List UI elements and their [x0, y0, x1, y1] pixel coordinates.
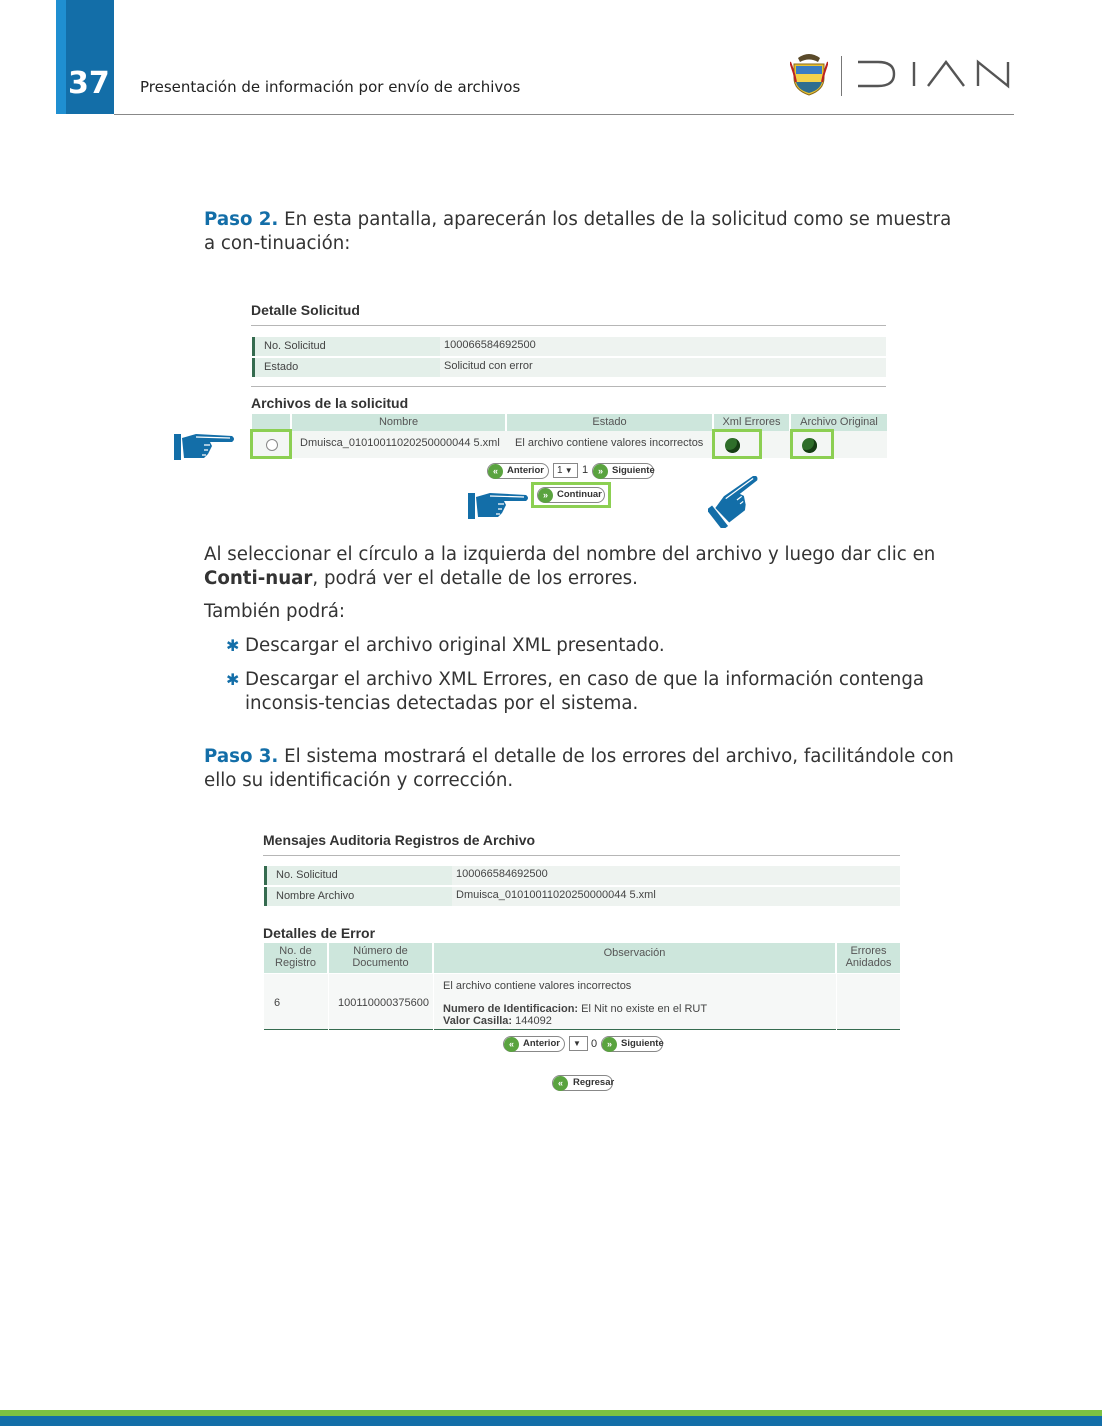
highlight-archivo-original — [790, 429, 834, 459]
page-number-accent — [56, 0, 66, 114]
back-arrow-icon: « — [504, 1037, 519, 1052]
col-archivo-original-header: Archivo Original — [791, 414, 887, 431]
paso2-label: Paso 2. — [204, 209, 279, 230]
field-label: Nombre Archivo — [264, 887, 452, 906]
anterior-button[interactable] — [503, 1036, 565, 1052]
explanation-post: , podrá ver el detalle de los errores. — [312, 568, 638, 589]
continuar-button[interactable] — [537, 487, 605, 503]
header-title: Presentación de información por envío de archivos — [140, 78, 521, 96]
screen1-divider — [251, 325, 886, 326]
page-select[interactable]: 1 ▼ — [553, 463, 578, 478]
highlight-radio — [250, 429, 292, 459]
registro-value: 6 — [274, 997, 281, 1009]
footer-blue-band — [0, 1416, 1102, 1426]
screen1-field-solicitud — [252, 337, 886, 356]
field-value: Solicitud con error — [444, 360, 533, 372]
current-page: 1 — [582, 464, 589, 476]
list-item-text: Descargar el archivo XML Errores, en caso de que la información contenga inconsis-tencias detectadas por el sistema. — [245, 669, 925, 714]
anterior-button[interactable] — [487, 463, 549, 479]
asterisk-bullet-icon: ✱ — [226, 670, 240, 689]
row-bottom-border — [264, 1029, 900, 1030]
continuar-label: Continuar — [557, 489, 602, 500]
pointing-hand-icon — [708, 476, 764, 528]
details-title: Detalles de Error — [263, 925, 376, 941]
obs-value-2: El Nit no existe en el RUT — [578, 1003, 708, 1015]
obs-line-2 — [443, 1003, 707, 1015]
anterior-label: Anterior — [523, 1038, 560, 1049]
field-label: No. Solicitud — [252, 337, 440, 356]
obs-line-3 — [443, 1015, 552, 1027]
highlight-xml-errores — [712, 429, 762, 459]
col-estado-header: Estado — [507, 414, 712, 431]
back-arrow-icon: « — [553, 1076, 568, 1091]
field-label: No. Solicitud — [264, 866, 452, 885]
list-item — [226, 668, 960, 716]
obs-label-2: Numero de Identificacion: — [443, 1003, 579, 1015]
paso2-paragraph — [204, 208, 960, 256]
pointing-hand-icon — [174, 430, 236, 462]
obs-value-3: 144092 — [512, 1015, 552, 1027]
dian-logo — [856, 52, 1016, 96]
back-arrow-icon: « — [488, 464, 503, 479]
continuar-explanation — [204, 543, 960, 591]
paso2-text: En esta pantalla, aparecerán los detalles de la solicitud como se muestra a con-tinuación: — [204, 209, 952, 254]
screen1-field-estado — [252, 358, 886, 377]
regresar-button[interactable] — [552, 1075, 613, 1091]
page-number: 37 — [68, 66, 110, 101]
logo-separator — [841, 56, 842, 96]
field-value: 100066584692500 — [444, 339, 536, 351]
screen2-field-nombre-archivo — [264, 887, 900, 906]
forward-arrow-icon: » — [602, 1037, 617, 1052]
obs-label-3: Valor Casilla: — [443, 1015, 513, 1027]
files-title: Archivos de la solicitud — [251, 395, 409, 411]
page-number-block — [56, 0, 114, 114]
list-item — [226, 634, 960, 658]
col-separator — [328, 974, 329, 1030]
paso3-paragraph — [204, 745, 960, 793]
current-page: 0 — [591, 1038, 598, 1050]
file-status: El archivo contiene valores incorrectos — [515, 437, 704, 449]
documento-value: 100110000375600 — [338, 997, 429, 1009]
siguiente-button[interactable] — [592, 463, 654, 479]
coat-of-arms-icon — [790, 52, 828, 96]
screen1-divider-2 — [251, 386, 886, 387]
col-xml-errores-header: Xml Errores — [714, 414, 789, 431]
tambien-text: También podrá: — [204, 601, 346, 622]
field-label: Estado — [252, 358, 440, 377]
col-errores-anidados-header: Errores Anidados — [837, 943, 900, 973]
field-value: 100066584692500 — [456, 868, 548, 880]
col-separator — [836, 974, 837, 1030]
siguiente-button[interactable] — [601, 1036, 663, 1052]
paso3-label: Paso 3. — [204, 746, 279, 767]
forward-arrow-icon: » — [538, 488, 553, 503]
screen2-field-solicitud — [264, 866, 900, 885]
siguiente-label: Siguiente — [621, 1038, 664, 1049]
col-nombre-header: Nombre — [292, 414, 505, 431]
screen2-title: Mensajes Auditoria Registros de Archivo — [263, 832, 536, 848]
col-registro-header: No. de Registro — [264, 943, 327, 973]
col-observacion-header: Observación — [434, 943, 835, 973]
file-name: Dmuisca_01010011020250000044 5.xml — [300, 437, 500, 449]
explanation-pre: Al seleccionar el círculo a la izquierda del nombre del archivo y luego dar clic en — [204, 544, 936, 565]
col-separator — [433, 974, 434, 1030]
regresar-label: Regresar — [573, 1077, 615, 1088]
asterisk-bullet-icon: ✱ — [226, 636, 240, 655]
header-divider — [114, 114, 1014, 115]
obs-line-1: El archivo contiene valores incorrectos — [443, 980, 632, 992]
screen1-title: Detalle Solicitud — [251, 302, 360, 318]
page-select-value: 1 — [557, 465, 563, 476]
col-documento-header: Número de Documento — [329, 943, 432, 973]
page-select[interactable]: ▼ — [569, 1036, 588, 1051]
screen2-divider — [263, 855, 900, 856]
list-item-text: Descargar el archivo original XML presentado. — [245, 635, 665, 656]
explanation-bold: Conti-nuar — [204, 568, 313, 589]
paso3-text: El sistema mostrará el detalle de los errores del archivo, facilitándole con ello su identificación y corrección. — [204, 746, 954, 791]
field-value: Dmuisca_01010011020250000044 5.xml — [456, 889, 656, 901]
forward-arrow-icon: » — [593, 464, 608, 479]
anterior-label: Anterior — [507, 465, 544, 476]
pointing-hand-icon — [468, 489, 530, 521]
siguiente-label: Siguiente — [612, 465, 655, 476]
